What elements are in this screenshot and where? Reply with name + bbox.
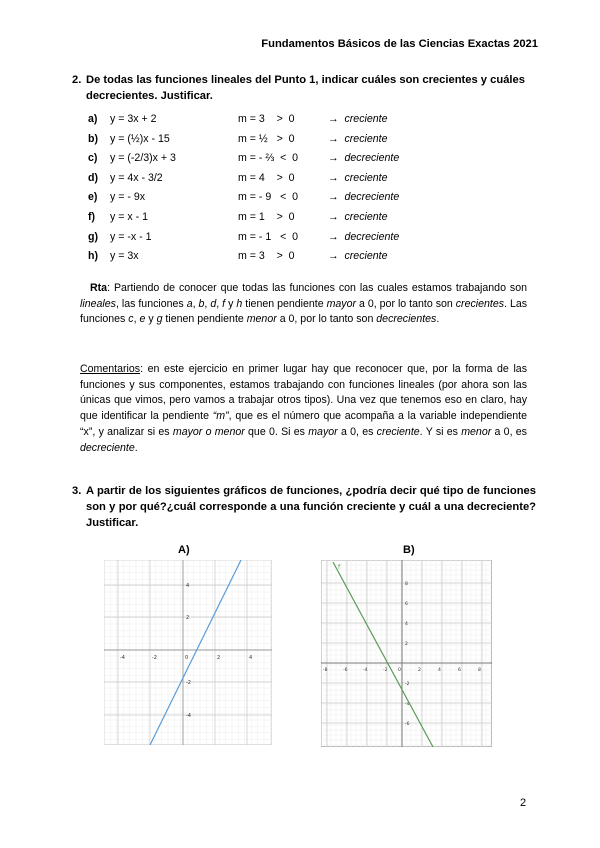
row-slope: m = - ⅔ < 0 bbox=[238, 152, 299, 165]
answer-text: menor bbox=[246, 313, 277, 326]
tick-label: -6 bbox=[405, 722, 410, 727]
answer-text: , bbox=[204, 297, 211, 310]
answer-text: . Las funciones bbox=[80, 297, 528, 326]
graph-a-title: A) bbox=[178, 544, 190, 556]
tick-label: -2 bbox=[405, 682, 410, 687]
function-row bbox=[88, 172, 468, 188]
function-row bbox=[88, 133, 468, 149]
arrow-icon: → bbox=[328, 191, 339, 204]
row-result-text: creciente bbox=[344, 132, 388, 145]
row-label: b) bbox=[88, 132, 98, 145]
row-function: y = x - 1 bbox=[110, 211, 148, 223]
row-slope: m = 3 > 0 bbox=[238, 113, 295, 125]
answer-text: , bbox=[192, 297, 199, 310]
comment-text: decreciente bbox=[80, 441, 135, 454]
row-label: g) bbox=[88, 230, 98, 243]
question-number: 2. bbox=[72, 74, 82, 86]
row-result bbox=[328, 231, 399, 243]
graph-b bbox=[321, 560, 492, 747]
row-result bbox=[328, 191, 399, 203]
function-row bbox=[88, 211, 468, 227]
row-function: y = (-2/3)x + 3 bbox=[110, 152, 176, 165]
page-number: 2 bbox=[520, 797, 527, 809]
function-row bbox=[88, 152, 468, 168]
tick-label: 8 bbox=[478, 668, 481, 673]
answer-text: y bbox=[145, 313, 157, 326]
row-label: d) bbox=[88, 171, 98, 184]
row-label: e) bbox=[88, 191, 98, 204]
tick-label: -4 bbox=[120, 655, 125, 661]
row-result-text: decreciente bbox=[344, 191, 400, 204]
arrow-icon: → bbox=[328, 250, 339, 263]
tick-label: 0 bbox=[398, 668, 401, 673]
row-function: y = 3x bbox=[110, 250, 139, 263]
row-result bbox=[328, 152, 399, 164]
row-result bbox=[328, 113, 387, 125]
tick-label: -4 bbox=[405, 702, 410, 707]
comment-text: menor bbox=[461, 425, 492, 438]
tick-label: -8 bbox=[323, 668, 328, 673]
row-label: h) bbox=[88, 250, 98, 263]
row-function: y = 3x + 2 bbox=[110, 113, 157, 125]
answer-text: , bbox=[133, 313, 140, 326]
comment-text: . Y si es bbox=[419, 425, 462, 438]
comment-text: : en este ejercicio en primer lugar hay que reconocer que, por la forma de las funciones y sus componentes, estamos trabajando con funciones lineales (por ahora son las únicas que vimos, pero vamos a trabajar otros tipos). Una vez que tenemos eso en claro, hay que identificar la pendiente bbox=[80, 363, 527, 423]
arrow-icon: → bbox=[328, 152, 339, 165]
tick-label: 2 bbox=[186, 615, 190, 621]
tick-label: 4 bbox=[438, 668, 441, 673]
row-slope: m = ½ > 0 bbox=[238, 132, 295, 145]
tick-label: -2 bbox=[186, 680, 191, 686]
answer-paragraph bbox=[80, 281, 527, 328]
tick-label: 2 bbox=[405, 642, 408, 647]
comment-text: a 0, es bbox=[491, 425, 527, 438]
row-label: c) bbox=[88, 152, 98, 165]
function-row bbox=[88, 191, 468, 207]
row-label: a) bbox=[88, 113, 98, 125]
arrow-icon: → bbox=[328, 113, 339, 125]
arrow-icon: → bbox=[328, 132, 339, 145]
answer-text: b bbox=[198, 297, 205, 310]
tick-label: 6 bbox=[458, 668, 461, 673]
tick-label: -2 bbox=[383, 668, 388, 673]
tick-label: -6 bbox=[343, 668, 348, 673]
tick-label: 6 bbox=[405, 602, 408, 607]
row-result bbox=[328, 250, 387, 262]
answer-text: y bbox=[225, 297, 237, 310]
arrow-icon: → bbox=[328, 211, 339, 223]
row-result-text: creciente bbox=[344, 171, 388, 184]
comment-text: , que es el número que acompaña a la variable independiente “x”, y analizar si es bbox=[80, 410, 527, 438]
answer-text: a 0, por lo tanto son bbox=[356, 297, 456, 310]
tick-label: 4 bbox=[186, 583, 190, 589]
question-text: A partir de los siguientes gráficos de funciones, ¿podría decir qué tipo de funciones son y por qué?¿cuál corresponde a una función creciente y cuál a una decreciente? Justificar. bbox=[86, 485, 536, 529]
answer-text: h bbox=[236, 297, 243, 310]
tick-label: 0 bbox=[185, 655, 189, 661]
row-result bbox=[328, 211, 387, 223]
row-function: y = (½)x - 15 bbox=[110, 132, 170, 145]
answer-text: : Partiendo de conocer que todas las funciones con las cuales estamos trabajando son bbox=[107, 282, 527, 294]
function-row bbox=[88, 250, 468, 266]
comment-label: Comentarios bbox=[80, 363, 141, 375]
row-function: y = - 9x bbox=[110, 191, 146, 204]
tick-label: -4 bbox=[363, 668, 368, 673]
row-slope: m = 3 > 0 bbox=[238, 250, 295, 263]
question-text: De todas las funciones lineales del Punto 1, indicar cuáles son crecientes y cuáles decrecientes. Justificar. bbox=[86, 74, 525, 102]
answer-text: a bbox=[186, 297, 193, 310]
answer-text: decrecientes bbox=[376, 313, 437, 326]
answer-text: , bbox=[216, 297, 223, 310]
row-result-text: decreciente bbox=[344, 230, 400, 243]
tick-label: 2 bbox=[418, 668, 421, 673]
row-function: y = -x - 1 bbox=[110, 230, 152, 243]
graph-b-series-label: f bbox=[338, 564, 341, 571]
answer-text: . bbox=[436, 313, 440, 326]
function-row bbox=[88, 231, 468, 247]
comment-text: mayor bbox=[308, 425, 338, 438]
answer-label: Rta bbox=[90, 282, 108, 294]
row-slope: m = 1 > 0 bbox=[238, 211, 295, 223]
comment-text: . bbox=[134, 441, 138, 454]
comment-text: que 0. Si es bbox=[244, 425, 309, 438]
document-header: Fundamentos Básicos de las Ciencias Exactas 2021 bbox=[261, 38, 538, 50]
function-row bbox=[88, 113, 468, 129]
answer-text: e bbox=[139, 313, 146, 326]
row-slope: m = 4 > 0 bbox=[238, 171, 295, 184]
answer-text: tienen pendiente bbox=[162, 313, 247, 326]
row-result-text: creciente bbox=[344, 113, 388, 125]
answer-text: lineales bbox=[80, 297, 116, 310]
tick-label: 2 bbox=[217, 655, 221, 661]
tick-label: 8 bbox=[405, 582, 408, 587]
answer-text: f bbox=[222, 297, 226, 310]
comment-text: a 0, es bbox=[337, 425, 377, 438]
row-slope: m = - 1 < 0 bbox=[238, 230, 299, 243]
row-result-text: creciente bbox=[344, 211, 388, 223]
comment-text: creciente bbox=[376, 425, 420, 438]
arrow-icon: → bbox=[328, 230, 339, 243]
graph-a bbox=[104, 560, 272, 745]
row-result bbox=[328, 172, 387, 184]
row-result-text: creciente bbox=[344, 250, 388, 263]
comment-text: “m” bbox=[212, 410, 229, 423]
tick-label: 4 bbox=[405, 622, 408, 627]
question-number: 3. bbox=[72, 485, 82, 497]
row-label: f) bbox=[88, 211, 96, 223]
tick-label: -2 bbox=[152, 655, 157, 661]
answer-text: tienen pendiente bbox=[242, 297, 327, 310]
row-result bbox=[328, 133, 387, 145]
tick-label: -4 bbox=[186, 713, 191, 719]
answer-text: c bbox=[128, 313, 134, 326]
answer-text: crecientes bbox=[455, 297, 505, 310]
graph-b-title: B) bbox=[403, 544, 415, 556]
answer-text: g bbox=[156, 313, 163, 326]
answer-text: , las funciones bbox=[115, 297, 187, 310]
tick-label: 4 bbox=[249, 655, 253, 661]
answer-text: d bbox=[210, 297, 217, 310]
comment-text: mayor o menor bbox=[172, 425, 245, 438]
row-slope: m = - 9 < 0 bbox=[238, 191, 299, 204]
row-function: y = 4x - 3/2 bbox=[110, 171, 163, 184]
comment-paragraph bbox=[80, 362, 527, 456]
arrow-icon: → bbox=[328, 171, 339, 184]
row-result-text: decreciente bbox=[344, 152, 400, 165]
answer-text: mayor bbox=[326, 297, 357, 310]
answer-text: a 0, por lo tanto son bbox=[276, 313, 377, 326]
